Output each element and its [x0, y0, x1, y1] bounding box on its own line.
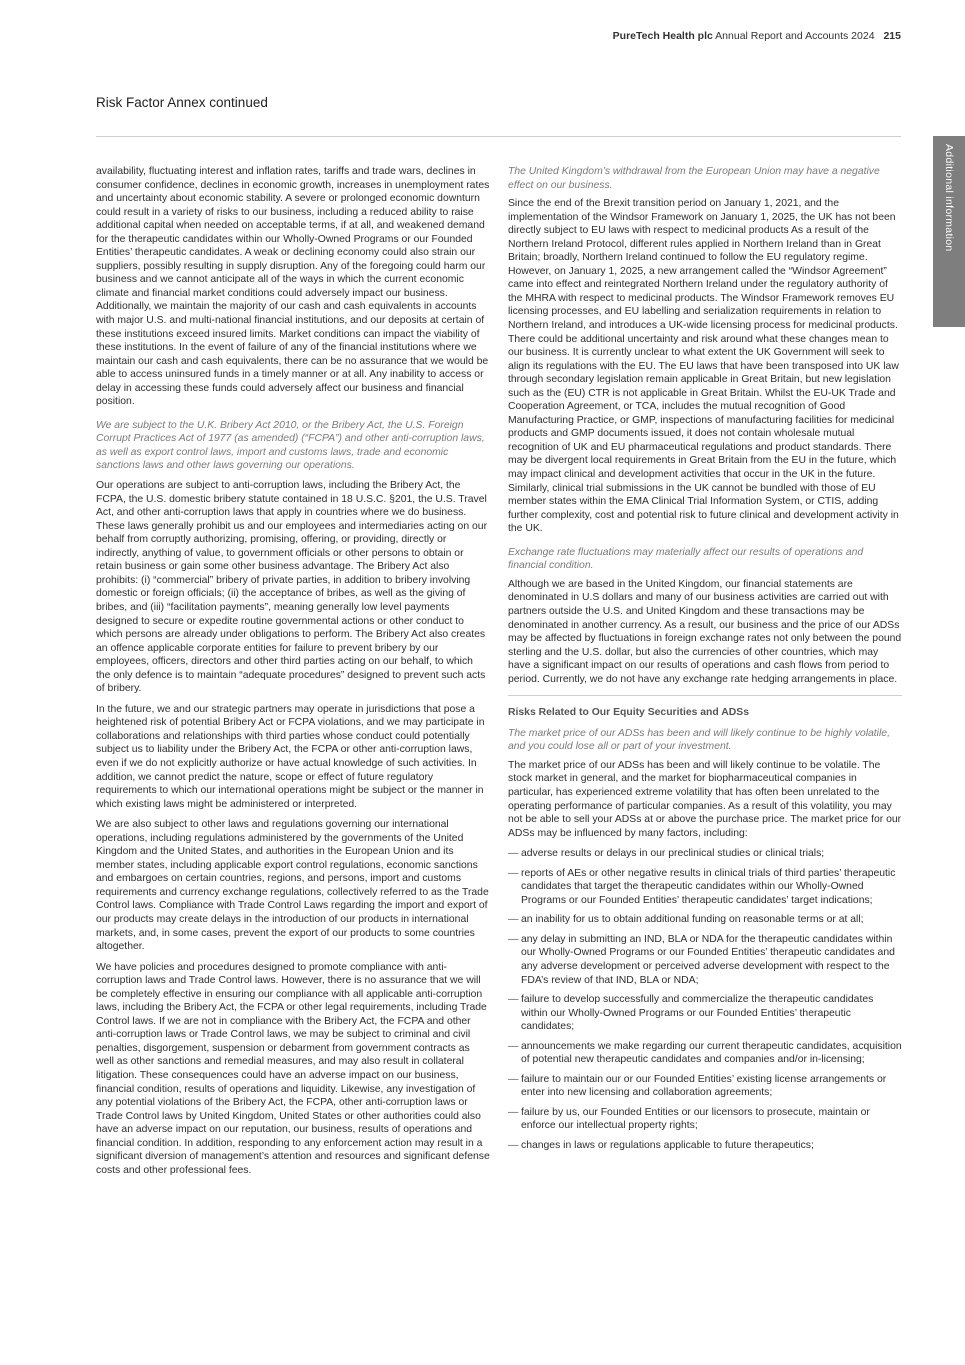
list-item: — an inability for us to obtain additional funding on reasonable terms or at all;: [508, 913, 902, 927]
list-item: — any delay in submitting an IND, BLA or NDA for the therapeutic candidates within our Wholly-Owned Programs or our Founded Entities’ therapeutic candidates and any adverse development or perceived adverse development with respect to the FDA’s review of that IND, BLA or NDA;: [508, 933, 902, 987]
list-item: — adverse results or delays in our preclinical studies or clinical trials;: [508, 847, 902, 861]
list-item: — changes in laws or regulations applicable to future therapeutics;: [508, 1139, 902, 1153]
list-item: — reports of AEs or other negative results in clinical trials of third parties’ therapeutic candidates that target the therapeutic candidates within our Wholly-Owned Programs or our Founded Entities’ therapeutic candidates’ target indications;: [508, 867, 902, 908]
subsection-heading: Risks Related to Our Equity Securities and ADSs: [508, 707, 749, 719]
right-column: [508, 165, 902, 1295]
paragraph: Our operations are subject to anti-corruption laws, including the Bribery Act, the FCPA, the U.S. domestic bribery statute contained in 18 U.S.C. §201, the U.S. Travel Act, and other anti-corruption laws that apply in countries where we do business. These laws generally prohibit us and our employees and intermediaries acting on our behalf from corruptly authorizing, promising, offering, or providing, directly or indirectly, anything of value, to government officials or other persons to obtain or retain business or gain some other business advantage. The Bribery Act also prohibits: (i) “commercial” bribery of private parties, in addition to bribery involving domestic or foreign officials; (ii) the acceptance of bribes, as well as the giving of bribes, and (iii) “facilitation payments”, meaning generally low level payments designed to secure or expedite routine governmental actions or other conduct to which persons are already under obligations to perform. The Bribery Act also creates an offence applicable corporate entities for failure to prevent bribery by our employees, officers, directors and other third parties acting on our behalf, to which the only defence is to maintain “adequate procedures” designed to prevent such acts of bribery.: [96, 480, 488, 695]
report-title: Annual Report and Accounts 2024: [715, 30, 875, 42]
paragraph: Since the end of the Brexit transition period on January 1, 2021, and the implementation of the Windsor Framework on January 1, 2025, the UK has not been directly subject to EU laws with respect to medicinal products As a result of the Northern Ireland Protocol, different rules applied in Northern Ireland than in Great Britain; broadly, Northern Ireland continued to follow the EU regulatory regime. However, on January 1, 2025, a new arrangement called the “Windsor Agreement” came into effect and reintegrated Northern Ireland under the regulatory authority of the MHRA with respect to medicinal products. The Windsor Framework removes EU licensing processes, and EU labelling and serialization requirements in relation to Northern Ireland, and introduces a UK-wide licensing process for medicinal products. There could be additional uncertainty and risk around what these changes mean to our business. It is currently unclear to what extent the UK Government will seek to align its regulations with the EU. The EU laws that have been transposed into UK law through secondary legislation remain applicable in Great Britain, but new legislation such as the (EU) CTR is not applicable in Great Britain. Whilst the EU-UK Trade and Cooperation Agreement, or TCA, includes the mutual recognition of Good Manufacturing Practice, or GMP, inspections of manufacturing facilities for medicinal products and GMP documents issued, it does not contain wholesale mutual recognition of UK and EU pharmaceutical regulations and product standards. There may be divergent local requirements in Great Britain from the EU in the future, which may impact clinical and development activities that occur in the UK in the future. Similarly, clinical trial submissions in the UK cannot be bundled with those of EU member states within the EMA Clinical Trial Information System, or CTIS, adding further complexity, cost and potential risk to future clinical and development activity in the UK.: [508, 198, 899, 535]
running-header: [613, 30, 901, 42]
paragraph: We have policies and procedures designed to promote compliance with anti-corruption laws and Trade Control laws. However, there is no assurance that we will be completely effective in ensuring our compliance with all applicable anti-corruption laws, including the Bribery Act, the FCPA or other legal requirements, including Trade Control laws. If we are not in compliance with the Bribery Act, the FCPA and other anti-corruption laws or Trade Control laws, we may be subject to criminal and civil penalties, disgorgement, suspension or debarment from government contracts as well as other sanctions and remedial measures, and may also result in collateral litigation. These consequences could have an adverse impact on our business, financial condition, results of operations and liquidity. Likewise, any investigation of any potential violations of the Bribery Act, the FCPA, other anti-corruption laws or Trade Control laws by United Kingdom, United States or other authorities could also have an adverse impact on our reputation, our business, results of operations and financial condition. In addition, responding to any enforcement action may result in a significant diversion of management’s attention and resources and significant defense costs and other professional fees.: [96, 961, 490, 1176]
risk-heading: The United Kingdom’s withdrawal from the European Union may have a negative effect on our business.: [508, 166, 880, 191]
paragraph: In the future, we and our strategic partners may operate in jurisdictions that pose a heightened risk of potential Bribery Act or FCPA violations, and we may participate in collaborations and relationships with third parties whose conduct could potentially subject us to liability under the Bribery Act, the FCPA or other anti-corruption laws, even if we do not explicitly authorize or have actual knowledge of such activities. In addition, we cannot predict the nature, scope or effect of future regulatory requirements to which our international operations might be subject or the manner in which existing laws might be administered or interpreted.: [96, 703, 485, 810]
list-item: — failure by us, our Founded Entities or our licensors to prosecute, maintain or enforce our intellectual property rights;: [508, 1106, 902, 1133]
side-section-tab[interactable]: [933, 136, 965, 327]
paragraph: The market price of our ADSs has been and will likely continue to be volatile. The stock market in general, and the market for biopharmaceutical companies in particular, has experienced extreme volatility that has often been unrelated to the operating performance of particular companies. As a result of this volatility, you may not be able to sell your ADSs at or above the purchase price. The market price for our ADSs may be influenced by many factors, including:: [508, 759, 902, 839]
risk-heading: We are subject to the U.K. Bribery Act 2010, or the Bribery Act, the U.S. Foreign Corrupt Practices Act of 1977 (as amended) (“FCPA”) and other anti-corruption laws, as well as export control laws, import and customs laws, trade and economic sanctions laws and other laws governing our operations.: [96, 419, 485, 472]
section-title: Risk Factor Annex continued: [96, 95, 268, 110]
paragraph: We are also subject to other laws and regulations governing our international operations, including regulations administered by the governments of the United Kingdom and the United States, and authorities in the European Union and its member states, including applicable export control regulations, economic sanctions and embargoes on certain countries, regions, and persons, import and customs requirements and currency exchange regulations, collectively referred to as the Trade Control laws. Compliance with Trade Control Laws regarding the import and export of our products may create delays in the introduction of our products in international markets, and, in some cases, prevent the export of our products to some countries altogether.: [96, 819, 489, 953]
list-item: — announcements we make regarding our current therapeutic candidates, acquisition of potential new therapeutic candidates and companies and/or in-licensing;: [508, 1040, 902, 1067]
section-divider: [508, 695, 902, 696]
list-item: — failure to maintain our or our Founded Entities’ existing license arrangements or enter into new licensing and collaboration agreements;: [508, 1073, 902, 1100]
paragraph: Although we are based in the United Kingdom, our financial statements are denominated in U.S dollars and many of our business activities are carried out with partners outside the U.S. and United Kingdom and these transactions may be denominated in another currency. As a result, our business and the price of our ADSs may be affected by fluctuations in foreign exchange rates not only between the pound sterling and the U.S. dollar, but also the currencies of other countries, which may have a significant impact on our results of operations and cash flows from period to period. Currently, we do not have any exchange rate hedging arrangements in place.: [508, 578, 902, 685]
company-name: PureTech Health plc: [612, 30, 713, 42]
left-column: [96, 165, 490, 1315]
page-number: 215: [883, 30, 901, 42]
factor-list: [508, 847, 902, 1152]
side-tab-label: Additional information: [943, 144, 955, 252]
risk-heading: The market price of our ADSs has been and will likely continue to be highly volatile, and you could lose all or part of your investment.: [508, 727, 890, 753]
risk-heading: Exchange rate fluctuations may materially affect our results of operations and financial condition.: [508, 546, 864, 572]
header-rule: [96, 136, 901, 137]
list-item: — failure to develop successfully and commercialize the therapeutic candidates within our Wholly-Owned Programs or our Founded Entities’ therapeutic candidates;: [508, 993, 902, 1034]
paragraph: availability, fluctuating interest and inflation rates, tariffs and trade wars, declines in consumer confidence, declines in economic growth, increases in unemployment rates and uncertainty about economic stability. A severe or prolonged economic downturn could result in a variety of risks to our business, including a reduced ability to raise additional capital when needed on acceptable terms, if at all, and weakened demand for the therapeutic candidates within our Wholly-Owned Programs or our Founded Entities’ therapeutic candidates. A weak or declining economy could also strain our suppliers, possibly resulting in supply disruption. Any of the foregoing could harm our business and we cannot anticipate all of the ways in which the current economic climate and financial market conditions could adversely impact our business. Additionally, we maintain the majority of our cash and cash equivalents in accounts with major U.S. and multi-national financial institutions, and our deposits at certain of these institutions exceed insured limits. Market conditions can impact the viability of these institutions. In the event of failure of any of the financial institutions where we maintain our cash and cash equivalents, there can be no assurance that we would be able to access uninsured funds in a timely manner or at all. Any inability to access or delay in accessing these funds could adversely affect our business and financial position.: [96, 166, 490, 408]
